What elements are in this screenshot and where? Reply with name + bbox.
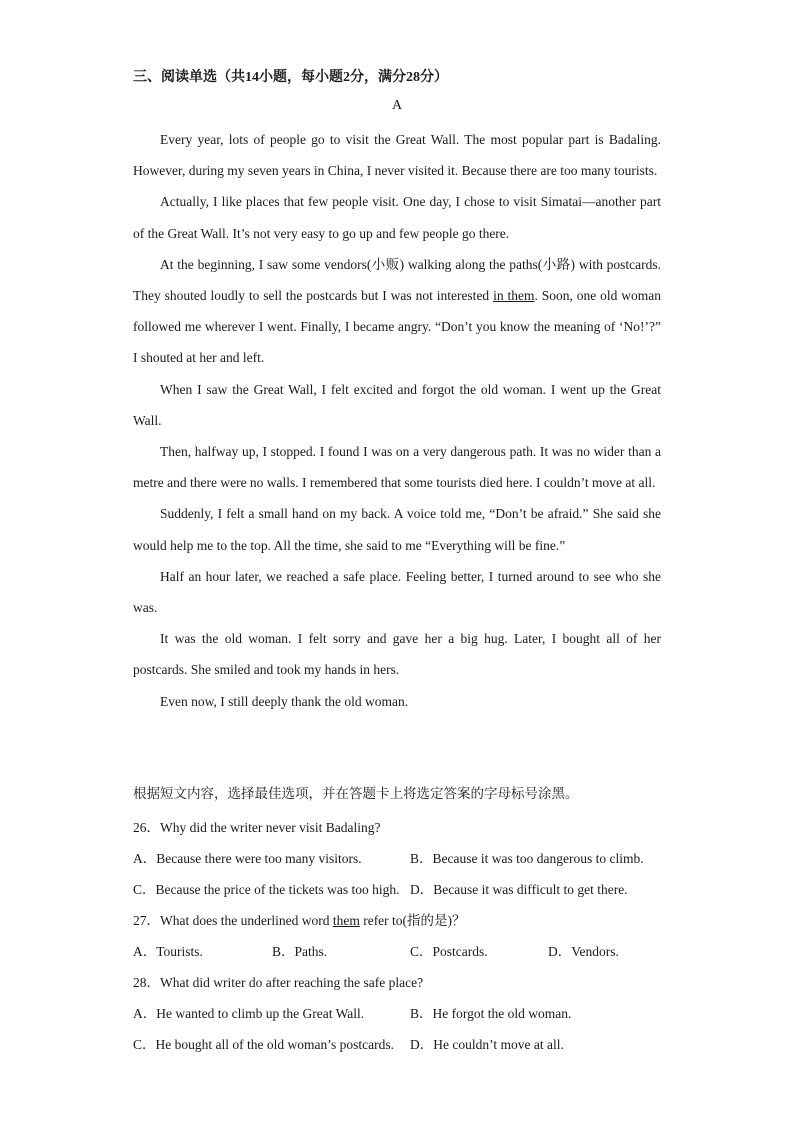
underlined-phrase: in them bbox=[493, 288, 535, 304]
paragraph-4: When I saw the Great Wall, I felt excited and forgot the old woman. I went up the Great Wall. bbox=[133, 381, 661, 428]
option-28c: C．He bought all of the old woman’s postcards. bbox=[133, 1037, 394, 1052]
question-27-text-b: refer to(指的是)？ bbox=[359, 913, 466, 928]
option-28a: A．He wanted to climb up the Great Wall. bbox=[133, 1006, 365, 1021]
option-27c: C．Postcards. bbox=[410, 944, 488, 959]
paragraph-1: Every year, lots of people go to visit the Great Wall. The most popular part is Badaling. However, during my seven years in China, I never visited it. Because there are too many tourists. bbox=[133, 132, 661, 179]
paragraph-3-text-b: . Soon, one old woman followed me wherever I went. Finally, I became angry. “Don’t you know the meaning of ‘No!’?” I shouted at her and left. bbox=[133, 288, 662, 366]
question-27 bbox=[133, 909, 466, 929]
paragraph-3 bbox=[133, 249, 661, 374]
option-26b: B．Because it was too dangerous to climb. bbox=[410, 851, 644, 866]
paragraph-6: Suddenly, I felt a small hand on my back. A voice told me, “Don’t be afraid.” She said she would help me to the top. All the time, she said to me “Everything will be fine.” bbox=[133, 506, 661, 553]
paragraph-5: Then, halfway up, I stopped. I found I was on a very dangerous path. It was no wider than a metre and there were no walls. I remembered that some tourists died here. I couldn’t move at all. bbox=[133, 444, 661, 491]
paragraph-8: It was the old woman. I felt sorry and gave her a big hug. Later, I bought all of her postcards. She smiled and took my hands in hers. bbox=[133, 631, 661, 678]
option-26c: C．Because the price of the tickets was too high. bbox=[133, 882, 400, 897]
reading-passage bbox=[133, 124, 661, 717]
option-28d: D．He couldn’t move at all. bbox=[410, 1037, 564, 1052]
question-26: 26．Why did the writer never visit Badaling? bbox=[133, 820, 381, 835]
option-27d: D．Vendors. bbox=[548, 944, 619, 959]
option-27a: A．Tourists. bbox=[133, 944, 203, 959]
paragraph-2: Actually, I like places that few people visit. One day, I chose to visit Simatai—another part of the Great Wall. It’s not very easy to go up and few people go there. bbox=[133, 194, 661, 241]
option-26a: A．Because there were too many visitors. bbox=[133, 851, 362, 866]
question-27-text-a: 27．What does the underlined word bbox=[133, 913, 333, 928]
section-title: 三、阅读单选（共14小题，每小题2分，满分28分） bbox=[133, 70, 448, 85]
option-27b: B．Paths. bbox=[272, 944, 328, 959]
paragraph-3-text-a: At the beginning, I saw some vendors(小贩) walking along the paths(小路) with postcards. They shouted loudly to sell the postcards but I was not interested bbox=[133, 256, 661, 304]
option-26d: D．Because it was difficult to get there. bbox=[410, 882, 628, 897]
option-28b: B．He forgot the old woman. bbox=[410, 1006, 572, 1021]
underlined-word: them bbox=[332, 913, 360, 928]
instruction: 根据短文内容，选择最佳选项，并在答题卡上将选定答案的字母标号涂黑。 bbox=[133, 786, 579, 801]
paragraph-7: Half an hour later, we reached a safe place. Feeling better, I turned around to see who she was. bbox=[133, 568, 661, 616]
paragraph-9: Even now, I still deeply thank the old woman. bbox=[160, 693, 409, 709]
passage-letter: A bbox=[391, 98, 403, 113]
question-28: 28．What did writer do after reaching the safe place? bbox=[133, 975, 424, 990]
